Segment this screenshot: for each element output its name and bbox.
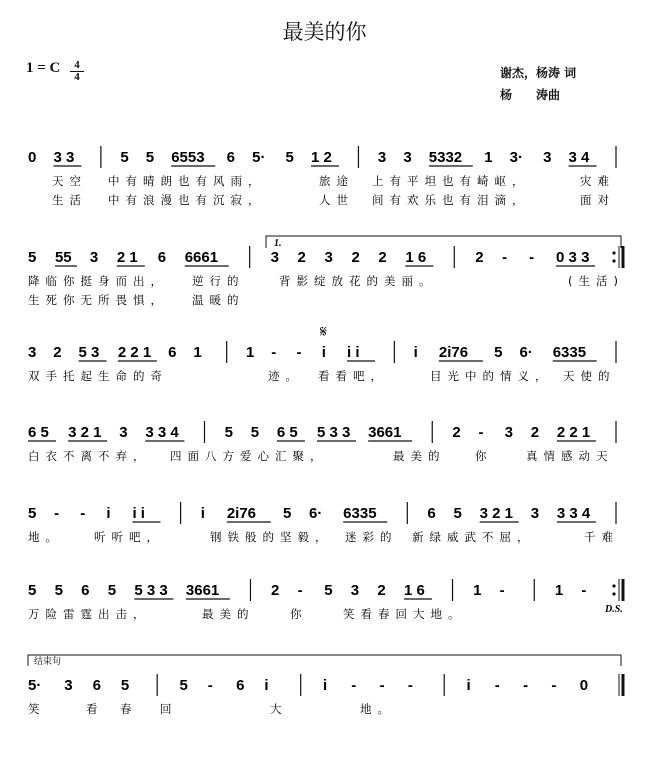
- note-group: 5: [145, 149, 155, 166]
- note-group: 2: [53, 344, 62, 361]
- note-group: 0 3 3: [556, 249, 590, 266]
- ds-marking: D.S.: [605, 604, 623, 615]
- note-group: 2 2 1: [117, 344, 152, 361]
- repeat-dot: [612, 584, 615, 587]
- note-group: i: [323, 677, 328, 694]
- note-group: i: [200, 505, 205, 522]
- score-system: [28, 579, 623, 621]
- lyric-line: 你: [475, 449, 493, 463]
- note-group: 3: [270, 249, 279, 266]
- coda-bracket: [28, 655, 621, 666]
- note-group: 6553: [171, 149, 205, 166]
- lyric-line-2: 中有浪漫也有沉寂，: [108, 193, 266, 207]
- note-group: 6: [157, 249, 167, 266]
- note-group: 2i76: [438, 344, 469, 361]
- coda-label: 结束句: [34, 657, 62, 667]
- note-group: 3: [64, 677, 73, 694]
- note-group: 0: [579, 677, 589, 694]
- note-group: -: [551, 677, 557, 694]
- lyric-line: 万险雷霆出击，: [28, 607, 151, 621]
- lyric-line: 笑看春回大地。: [343, 607, 466, 621]
- note-group: 3 3 4: [556, 505, 591, 522]
- note-group: 3: [530, 505, 540, 522]
- volta-label: 1.: [274, 238, 282, 249]
- note-group: 1: [473, 582, 482, 599]
- lyric-line: 春: [120, 702, 138, 716]
- note-group: 6·: [309, 505, 323, 522]
- note-group: 2: [271, 582, 280, 599]
- note-group: 3: [504, 424, 513, 441]
- note-group: i: [264, 677, 269, 694]
- note-group: -: [351, 677, 357, 694]
- note-group: 3661: [185, 582, 220, 599]
- note-group: 5: [179, 677, 188, 694]
- note-group: i i: [132, 505, 145, 522]
- lyric-line: 看: [86, 702, 104, 716]
- lyric-line: 钢铁般的坚毅，: [210, 530, 333, 544]
- meter-bottom: 4: [74, 71, 80, 83]
- note-group: 5: [28, 249, 37, 266]
- note-group: -: [494, 677, 500, 694]
- score-system: [28, 341, 616, 383]
- note-group: 5: [494, 344, 503, 361]
- lyric-line: 笑: [28, 702, 46, 716]
- lyric-line: 听听吧，: [94, 530, 164, 544]
- note-group: 2i76: [226, 505, 257, 522]
- note-group: 5·: [28, 677, 42, 694]
- note-group: -: [80, 505, 86, 522]
- lyric-line: 四面八方爱心汇聚，: [170, 449, 328, 463]
- note-group: 1: [193, 344, 202, 361]
- composer-credit: 杨 涛曲: [500, 88, 561, 102]
- volta-bracket: [266, 236, 621, 248]
- lyric-line-2: 生死你无所畏惧，: [28, 293, 168, 307]
- note-group: 6: [92, 677, 101, 694]
- note-group: 2: [377, 582, 386, 599]
- lyric-line: 回: [160, 702, 178, 716]
- lyric-line: 新绿威武不屈，: [412, 530, 535, 544]
- meter-top: 4: [70, 60, 84, 72]
- note-group: 5: [224, 424, 233, 441]
- lyricist-credit: 谢杰，杨涛 词: [500, 66, 577, 80]
- lyric-line-2: 面对: [580, 193, 615, 207]
- note-group: 1: [554, 582, 564, 599]
- note-group: 2 1: [116, 249, 138, 266]
- lyric-line: 地。: [28, 530, 63, 544]
- lyric-line: 真情感动天: [526, 449, 614, 463]
- note-group: 3: [119, 424, 128, 441]
- lyric-line: 千难: [584, 530, 619, 544]
- score-system: [28, 502, 619, 544]
- segno-sign: 𝄋: [320, 322, 327, 341]
- note-group: -: [271, 344, 277, 361]
- note-group: 6: [168, 344, 177, 361]
- note-group: 5: [120, 677, 130, 694]
- lyric-line: 中有晴朗也有风雨，: [108, 174, 266, 188]
- note-group: 5: [28, 505, 37, 522]
- lyric-line: 看看吧，: [318, 369, 388, 383]
- key-signature: 1 = C: [26, 60, 61, 76]
- lyric-line: 背影绽放花的美丽。: [279, 274, 437, 288]
- note-group: 5: [54, 582, 63, 599]
- lyric-line: 最美的: [202, 607, 255, 621]
- note-group: 3 3: [53, 149, 75, 166]
- note-group: 6: [427, 505, 436, 522]
- lyric-line: 上有平坦也有崎岖，: [372, 174, 530, 188]
- note-group: 3: [403, 149, 412, 166]
- note-group: 6: [81, 582, 90, 599]
- note-group: i i: [347, 344, 360, 361]
- note-group: 2: [475, 249, 484, 266]
- note-group: -: [478, 424, 484, 441]
- note-group: -: [502, 249, 508, 266]
- note-group: 6335: [343, 505, 377, 522]
- note-group: -: [297, 582, 303, 599]
- repeat-dot: [612, 592, 615, 595]
- lyric-line-2: 温暖的: [192, 293, 245, 307]
- note-group: 1 6: [403, 582, 425, 599]
- note-group: 2: [378, 249, 387, 266]
- note-group: 1 2: [311, 149, 332, 166]
- lyric-line: 白衣不离不弃，: [28, 449, 151, 463]
- note-group: 2: [351, 249, 360, 266]
- note-group: i: [466, 677, 471, 694]
- note-group: 1 6: [405, 249, 427, 266]
- note-group: 1: [245, 344, 255, 361]
- lyric-line-2: 生活: [52, 193, 87, 207]
- lyric-line: 降临你挺身而出，: [28, 274, 168, 288]
- note-group: -: [529, 249, 535, 266]
- repeat-dot: [612, 259, 615, 262]
- note-group: 6 5: [276, 424, 298, 441]
- note-group: 5 3 3: [134, 582, 168, 599]
- score-system: [28, 674, 623, 716]
- lyric-line: 旅途: [319, 174, 354, 188]
- note-group: 6335: [552, 344, 587, 361]
- note-group: 6·: [519, 344, 533, 361]
- note-group: -: [379, 677, 385, 694]
- note-group: -: [54, 505, 60, 522]
- note-group: 3: [350, 582, 360, 599]
- lyric-line: 迹。: [268, 369, 303, 383]
- lyric-line: 天使的: [563, 369, 616, 383]
- note-group: 5: [285, 149, 294, 166]
- note-group: 5·: [252, 149, 266, 166]
- score-system: [28, 146, 616, 207]
- note-group: 3 4: [568, 149, 590, 166]
- note-group: -: [581, 582, 587, 599]
- note-group: 0: [28, 149, 37, 166]
- note-group: -: [207, 677, 213, 694]
- note-group: 5: [282, 505, 292, 522]
- lyric-line: 双手托起生命的奇: [28, 369, 168, 383]
- note-group: 3661: [368, 424, 402, 441]
- note-group: 5: [250, 424, 260, 441]
- note-group: 5 3: [78, 344, 100, 361]
- lyric-line-2: 间有欢乐也有泪滴，: [372, 193, 530, 207]
- note-group: 3 3 4: [145, 424, 179, 441]
- note-group: 5: [453, 505, 462, 522]
- note-group: -: [407, 677, 413, 694]
- note-group: 3: [28, 344, 37, 361]
- note-group: 3·: [509, 149, 524, 166]
- repeat-dot: [612, 251, 615, 254]
- note-group: 6661: [184, 249, 219, 266]
- lyric-line: 你: [290, 607, 308, 621]
- note-group: 1: [484, 149, 493, 166]
- note-group: 5332: [428, 149, 463, 166]
- note-group: 5: [107, 582, 117, 599]
- lyric-line: 天空: [52, 174, 87, 188]
- note-group: 3: [89, 249, 99, 266]
- note-group: 2: [452, 424, 461, 441]
- lyric-line: (生活): [568, 274, 624, 288]
- score-system: [28, 246, 624, 307]
- note-group: 6 5: [28, 424, 49, 441]
- lyric-line: 灾难: [580, 174, 615, 188]
- note-group: i: [321, 344, 326, 361]
- note-group: 5 3 3: [317, 424, 351, 441]
- lyric-line: 大: [270, 702, 288, 716]
- note-group: 6: [226, 149, 236, 166]
- lyric-line: 目光中的情义，: [430, 369, 553, 383]
- note-group: 2 2 1: [556, 424, 591, 441]
- note-group: 3: [324, 249, 333, 266]
- lyric-line: 最美的: [393, 449, 446, 463]
- note-group: 3 2 1: [479, 505, 514, 522]
- note-group: i: [413, 344, 418, 361]
- note-group: 3 2 1: [68, 424, 102, 441]
- note-group: 5: [120, 149, 129, 166]
- note-group: -: [296, 344, 302, 361]
- note-group: i: [106, 505, 111, 522]
- note-group: 6: [236, 677, 245, 694]
- lyric-line: 地。: [360, 702, 395, 716]
- note-group: 55: [54, 249, 72, 266]
- note-group: 3: [377, 149, 387, 166]
- page-title: 最美的你: [282, 20, 367, 44]
- lyric-line-2: 人世: [319, 193, 354, 207]
- lyric-line: 迷彩的: [345, 530, 398, 544]
- lyric-line: 逆行的: [192, 274, 245, 288]
- note-group: 5: [324, 582, 333, 599]
- note-group: 2: [297, 249, 306, 266]
- note-group: 5: [28, 582, 37, 599]
- note-group: 3: [543, 149, 552, 166]
- note-group: -: [523, 677, 529, 694]
- note-group: -: [499, 582, 505, 599]
- note-group: 2: [530, 424, 540, 441]
- score-system: [28, 421, 616, 463]
